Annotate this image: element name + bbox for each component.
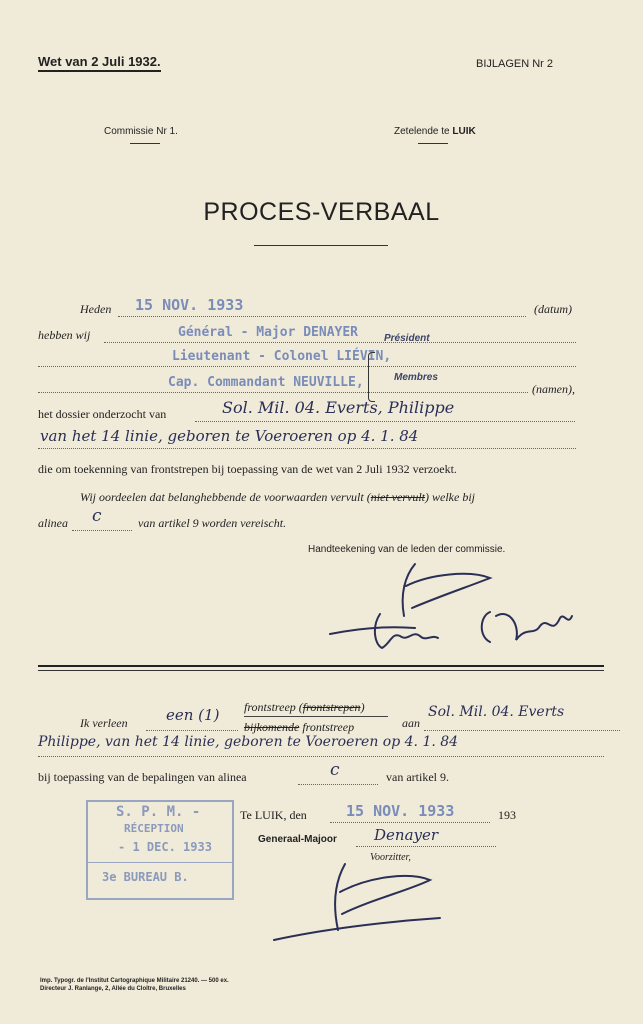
printer-line-1: Imp. Typogr. de l'Institut Cartographique Militaire 21240. — 500 ex. <box>40 978 229 984</box>
recipient-line-1 <box>424 730 620 731</box>
extra-stripe-text: frontstreep <box>302 720 355 734</box>
members-bracket <box>368 352 375 402</box>
dossier-line-2 <box>38 448 576 449</box>
extra-stripe-line <box>244 720 354 735</box>
role-label: Voorzitter, <box>370 852 411 863</box>
member-line-1 <box>104 342 576 343</box>
dossier-handwriting-2: van het 14 linie, geboren te Voeroeren op 4. 1. 84 <box>40 427 419 445</box>
grant-count: een (1) <box>166 706 220 724</box>
application-article: van artikel 9. <box>386 770 449 784</box>
dossier-label: het dossier onderzocht van <box>38 407 167 421</box>
signatures-caption: Handteekening van de leden der commissie. <box>308 544 506 555</box>
stripe-struck: frontstrepen <box>302 700 361 714</box>
year-label: 193 <box>498 808 516 822</box>
reception-stamp <box>86 800 234 900</box>
signature-neuville-stroke <box>482 612 572 642</box>
stripe-underline <box>244 716 388 717</box>
section-divider-thin <box>38 670 604 671</box>
stripe-close: ) <box>360 700 365 714</box>
committee-signatures <box>320 556 590 666</box>
dossier-line-1 <box>195 421 575 422</box>
place-date-line <box>330 822 490 823</box>
seat-underline <box>418 143 448 144</box>
president-label: Président <box>384 333 430 344</box>
signature-denayer-stroke <box>403 564 490 616</box>
stripe-text: frontstreep ( <box>244 700 303 714</box>
date-stamp-2: 15 NOV. 1933 <box>346 802 455 820</box>
grant-label: Ik verleen <box>80 716 128 730</box>
date-line <box>118 316 526 317</box>
section-divider <box>38 665 604 667</box>
member-president: Général - Major DENAYER <box>178 325 359 340</box>
document-title: PROCES-VERBAAL <box>203 198 440 226</box>
title-rule <box>254 245 388 246</box>
date-note: (datum) <box>534 302 572 316</box>
article-requirement: van artikel 9 worden vereischt. <box>138 516 287 530</box>
request-text: die om toekenning van frontstrepen bij toepassing van de wet van 2 Juli 1932 verzoekt. <box>38 462 457 476</box>
commission-number: Commissie Nr 1. <box>104 126 178 137</box>
recipient-handwriting-2: Philippe, van het 14 linie, geboren te Voeroeren op 4. 1. 84 <box>38 734 459 750</box>
application-text: bij toepassing van de bepalingen van alinea <box>38 770 247 784</box>
members-label: Membres <box>394 372 438 383</box>
opinion-text-2: ) welke bij <box>425 490 475 504</box>
opinion-struck: niet vervult <box>370 490 426 504</box>
member-captain-commandant: Cap. Commandant NEUVILLE, <box>168 375 364 390</box>
grant-count-line <box>146 730 238 731</box>
seat-city: LUIK <box>452 126 476 137</box>
seat-label-text: Zetelende te <box>394 126 450 137</box>
law-reference: Wet van 2 Juli 1932. <box>38 54 161 72</box>
reception-stamp-line-3: - 1 DEC. 1933 <box>118 840 212 854</box>
heden-label: Heden <box>80 302 112 316</box>
recipient-label: aan <box>402 716 420 730</box>
member-lieutenant-colonel: Lieutenant - Colonel LIÉVIN, <box>172 349 392 364</box>
date-stamp-1: 15 NOV. 1933 <box>135 296 244 314</box>
extra-stripe-struck: bijkomende <box>244 720 300 734</box>
reception-stamp-line-2: RÉCEPTION <box>124 822 184 835</box>
reception-stamp-rule <box>88 862 232 863</box>
rank-label: Generaal-Majoor <box>258 834 337 845</box>
stripe-line <box>244 700 365 715</box>
alinea-value: c <box>92 506 102 526</box>
reception-stamp-line-4: 3e BUREAU B. <box>102 870 189 884</box>
recipient-line-2 <box>38 756 604 757</box>
annex-label: BIJLAGEN Nr 2 <box>476 58 554 70</box>
hebben-wij-label: hebben wij <box>38 328 91 342</box>
application-value: c <box>330 760 340 780</box>
commission-underline <box>130 143 160 144</box>
member-line-3 <box>38 392 528 393</box>
president-signature <box>270 858 460 948</box>
printer-line-2: Directeur J. Ranlange, 2, Allée du Cloître, Bruxelles <box>40 986 186 992</box>
opinion-line <box>80 490 475 505</box>
names-note: (namen), <box>532 382 575 396</box>
application-value-line <box>298 784 378 785</box>
opinion-text-1: Wij oordeelen dat belanghebbende de voorwaarden vervult ( <box>80 490 371 504</box>
rank-line <box>356 846 496 847</box>
seat-label <box>394 126 476 137</box>
alinea-label: alinea <box>38 516 68 530</box>
place-label: Te LUIK, den <box>240 808 307 822</box>
signature-lievin-stroke <box>330 614 438 648</box>
member-line-2 <box>38 366 576 367</box>
alinea-line <box>72 530 132 531</box>
dossier-handwriting-1: Sol. Mil. 04. Everts, Philippe <box>222 398 455 417</box>
reception-stamp-line-1: S. P. M. - <box>116 804 201 820</box>
recipient-handwriting-1: Sol. Mil. 04. Everts <box>428 704 565 720</box>
rank-name-handwriting: Denayer <box>374 826 439 844</box>
